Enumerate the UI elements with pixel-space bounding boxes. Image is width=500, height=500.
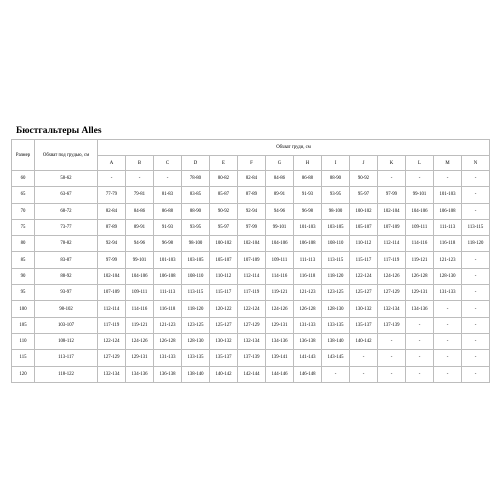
bust-cell: 123-125 — [182, 317, 210, 333]
bust-cell: 119-121 — [126, 317, 154, 333]
bust-cell: 92-94 — [98, 236, 126, 252]
bust-cell: 111-113 — [434, 219, 462, 235]
bust-cell: 140-142 — [210, 366, 238, 382]
size-cell: 120 — [12, 366, 35, 382]
bust-cell: 78-80 — [182, 171, 210, 187]
bust-cell: 115-117 — [350, 252, 378, 268]
bust-cell: 125-127 — [350, 285, 378, 301]
bust-cell: 114-116 — [126, 301, 154, 317]
bust-cell: 127-129 — [378, 285, 406, 301]
bust-cell: 112-114 — [98, 301, 126, 317]
bust-cell: - — [434, 333, 462, 349]
underbust-cell: 113-117 — [35, 350, 98, 366]
underbust-cell: 78-82 — [35, 236, 98, 252]
bust-cell: 100-102 — [210, 236, 238, 252]
bust-cell: 132-134 — [98, 366, 126, 382]
cup-header-n: N — [462, 156, 490, 171]
bust-cell: 91-93 — [294, 187, 322, 203]
size-cell: 75 — [12, 219, 35, 235]
cup-header-d: D — [182, 156, 210, 171]
page-title: Бюстгальтеры Alles — [16, 126, 102, 136]
underbust-cell: 83-87 — [35, 252, 98, 268]
header-row — [12, 140, 490, 156]
table-row — [12, 252, 490, 268]
bust-cell: - — [434, 350, 462, 366]
bust-cell: 109-111 — [406, 219, 434, 235]
bust-cell: 101-103 — [294, 219, 322, 235]
bust-cell: 111-113 — [294, 252, 322, 268]
underbust-cell: 108-112 — [35, 333, 98, 349]
bust-cell: 131-133 — [154, 350, 182, 366]
bust-cell: - — [462, 171, 490, 187]
bust-cell: 137-139 — [378, 317, 406, 333]
bust-cell: 121-123 — [294, 285, 322, 301]
bust-cell: - — [462, 317, 490, 333]
bust-cell: 136-138 — [294, 333, 322, 349]
bust-cell: 95-97 — [350, 187, 378, 203]
size-cell: 85 — [12, 252, 35, 268]
bust-cell: - — [406, 366, 434, 382]
bust-cell: 98-100 — [322, 203, 350, 219]
bust-cell: 99-101 — [406, 187, 434, 203]
bust-cell: - — [462, 187, 490, 203]
bust-cell: 134-136 — [266, 333, 294, 349]
bust-cell: 89-91 — [126, 219, 154, 235]
bust-cell: - — [406, 171, 434, 187]
bust-cell: 139-141 — [266, 350, 294, 366]
bust-cell: 132-134 — [378, 301, 406, 317]
bust-cell: 116-118 — [434, 236, 462, 252]
bust-cell: 116-118 — [294, 268, 322, 284]
table-row — [12, 301, 490, 317]
bust-cell: 125-127 — [210, 317, 238, 333]
bust-cell: 114-116 — [406, 236, 434, 252]
bust-cell: - — [98, 171, 126, 187]
bust-cell: 97-99 — [378, 187, 406, 203]
bust-cell: 113-115 — [182, 285, 210, 301]
bust-cell: 110-112 — [210, 268, 238, 284]
bust-cell: 107-109 — [238, 252, 266, 268]
bust-cell: 146-148 — [294, 366, 322, 382]
bust-cell: - — [322, 366, 350, 382]
bust-cell: 142-144 — [238, 366, 266, 382]
bust-cell: 119-121 — [266, 285, 294, 301]
bust-cell: - — [378, 171, 406, 187]
bust-cell: 88-90 — [182, 203, 210, 219]
bust-cell: 109-111 — [266, 252, 294, 268]
bust-cell: 104-106 — [266, 236, 294, 252]
bust-cell: 126-128 — [294, 301, 322, 317]
bust-cell: 118-120 — [462, 236, 490, 252]
bust-cell: 128-130 — [434, 268, 462, 284]
bust-cell: 102-104 — [238, 236, 266, 252]
bust-cell: - — [462, 301, 490, 317]
underbust-cell: 63-67 — [35, 187, 98, 203]
bust-cell: 115-117 — [210, 285, 238, 301]
bust-cell: 133-135 — [322, 317, 350, 333]
bust-cell: 99-101 — [266, 219, 294, 235]
cup-header-c: C — [154, 156, 182, 171]
bust-cell: - — [462, 252, 490, 268]
bust-cell: 93-95 — [182, 219, 210, 235]
bust-cell: 79-81 — [126, 187, 154, 203]
underbust-cell: 68-72 — [35, 203, 98, 219]
table-row — [12, 268, 490, 284]
size-cell: 65 — [12, 187, 35, 203]
bust-cell: 134-136 — [406, 301, 434, 317]
bust-cell: 105-107 — [210, 252, 238, 268]
bust-cell: 138-140 — [182, 366, 210, 382]
bust-cell: 122-124 — [98, 333, 126, 349]
cup-header-e: E — [210, 156, 238, 171]
underbust-cell: 88-92 — [35, 268, 98, 284]
cup-header-g: G — [266, 156, 294, 171]
bust-cell: 135-137 — [350, 317, 378, 333]
bust-cell: 144-146 — [266, 366, 294, 382]
bust-cell: - — [434, 171, 462, 187]
bust-cell: 84-86 — [126, 203, 154, 219]
bust-cell: 86-88 — [154, 203, 182, 219]
bust-cell: 138-140 — [322, 333, 350, 349]
bust-cell: 107-109 — [98, 285, 126, 301]
table-row — [12, 187, 490, 203]
bust-cell: 129-131 — [266, 317, 294, 333]
table-row — [12, 219, 490, 235]
size-cell: 110 — [12, 333, 35, 349]
bust-cell: 83-85 — [182, 187, 210, 203]
bust-cell: 124-126 — [126, 333, 154, 349]
bust-cell: 112-114 — [378, 236, 406, 252]
bust-cell: 123-125 — [322, 285, 350, 301]
bust-cell: - — [462, 333, 490, 349]
bust-cell: 126-128 — [406, 268, 434, 284]
bust-cell: 124-126 — [378, 268, 406, 284]
bust-cell: 130-132 — [350, 301, 378, 317]
cup-header-i: I — [322, 156, 350, 171]
size-cell: 100 — [12, 301, 35, 317]
bust-cell: 108-110 — [322, 236, 350, 252]
bust-cell: - — [126, 171, 154, 187]
bust-cell: 107-109 — [378, 219, 406, 235]
bust-cell: 96-98 — [294, 203, 322, 219]
bust-cell: 108-110 — [182, 268, 210, 284]
bust-cell: 84-86 — [266, 171, 294, 187]
bust-cell: 87-89 — [238, 187, 266, 203]
bust-cell: 90-92 — [210, 203, 238, 219]
bust-cell: - — [350, 350, 378, 366]
bust-cell: 89-91 — [266, 187, 294, 203]
bust-cell: 103-105 — [322, 219, 350, 235]
bust-cell: 82-84 — [238, 171, 266, 187]
bust-cell: 100-102 — [350, 203, 378, 219]
size-cell: 90 — [12, 268, 35, 284]
bust-cell: 121-123 — [154, 317, 182, 333]
bust-cell: 104-106 — [406, 203, 434, 219]
cup-header-a: A — [98, 156, 126, 171]
bust-cell: 122-124 — [350, 268, 378, 284]
bust-cell: 106-108 — [294, 236, 322, 252]
size-cell: 115 — [12, 350, 35, 366]
bust-cell: 113-115 — [462, 219, 490, 235]
bust-cell: 135-137 — [210, 350, 238, 366]
bust-cell: 141-143 — [294, 350, 322, 366]
size-cell: 95 — [12, 285, 35, 301]
bust-cell: 101-103 — [154, 252, 182, 268]
bust-cell: 134-136 — [126, 366, 154, 382]
bust-cell: 101-103 — [434, 187, 462, 203]
bust-cell: 119-121 — [406, 252, 434, 268]
bust-cell: - — [378, 333, 406, 349]
underbust-cell: 118-122 — [35, 366, 98, 382]
bust-cell: 114-116 — [266, 268, 294, 284]
bust-cell: 116-118 — [154, 301, 182, 317]
bust-cell: 98-100 — [182, 236, 210, 252]
table-row — [12, 333, 490, 349]
bust-cell: 130-132 — [210, 333, 238, 349]
bust-header: Обхват груди, см — [98, 140, 490, 156]
bust-cell: - — [406, 317, 434, 333]
bust-cell: - — [378, 350, 406, 366]
bust-cell: 102-104 — [378, 203, 406, 219]
bust-cell: 105-107 — [350, 219, 378, 235]
bust-cell: 96-98 — [154, 236, 182, 252]
bust-cell: 129-131 — [406, 285, 434, 301]
bust-cell: 132-134 — [238, 333, 266, 349]
bust-cell: - — [378, 366, 406, 382]
bust-cell: 124-126 — [266, 301, 294, 317]
bust-cell: 143-145 — [322, 350, 350, 366]
bust-cell: 91-93 — [154, 219, 182, 235]
bust-cell: 88-90 — [322, 171, 350, 187]
cup-header-f: F — [238, 156, 266, 171]
bust-cell: - — [406, 333, 434, 349]
bust-cell: 90-92 — [350, 171, 378, 187]
table-row — [12, 236, 490, 252]
bust-cell: - — [154, 171, 182, 187]
bust-cell: 136-138 — [154, 366, 182, 382]
bust-cell: - — [462, 268, 490, 284]
bust-cell: 122-124 — [238, 301, 266, 317]
bust-cell: 77-79 — [98, 187, 126, 203]
cup-header-l: L — [406, 156, 434, 171]
bust-cell: - — [434, 317, 462, 333]
bust-cell: - — [434, 301, 462, 317]
bust-cell: 110-112 — [350, 236, 378, 252]
cup-header-k: K — [378, 156, 406, 171]
bust-cell: 92-94 — [238, 203, 266, 219]
bust-cell: 81-83 — [154, 187, 182, 203]
size-table — [11, 139, 490, 383]
bust-cell: 93-95 — [322, 187, 350, 203]
underbust-cell: 93-97 — [35, 285, 98, 301]
bust-cell: 112-114 — [238, 268, 266, 284]
cup-header-h: H — [294, 156, 322, 171]
bust-cell: 117-119 — [378, 252, 406, 268]
underbust-cell: 58-62 — [35, 171, 98, 187]
table-row — [12, 366, 490, 382]
cup-header-m: M — [434, 156, 462, 171]
bust-cell: 103-105 — [182, 252, 210, 268]
table-row — [12, 285, 490, 301]
bust-cell: 127-129 — [238, 317, 266, 333]
bust-cell: 126-128 — [154, 333, 182, 349]
underbust-cell: 73-77 — [35, 219, 98, 235]
bust-cell: 113-115 — [322, 252, 350, 268]
table-row — [12, 317, 490, 333]
bust-cell: 117-119 — [238, 285, 266, 301]
bust-cell: 111-113 — [154, 285, 182, 301]
size-header: Размер — [12, 140, 35, 171]
bust-cell: 99-101 — [126, 252, 154, 268]
bust-cell: 97-99 — [238, 219, 266, 235]
bust-cell: 87-89 — [98, 219, 126, 235]
bust-cell: 97-99 — [98, 252, 126, 268]
bust-cell: 82-84 — [98, 203, 126, 219]
underbust-header: Обхват под грудью, см — [35, 140, 98, 171]
size-cell: 80 — [12, 236, 35, 252]
bust-cell: 128-130 — [182, 333, 210, 349]
bust-cell: 94-96 — [266, 203, 294, 219]
size-cell: 60 — [12, 171, 35, 187]
size-cell: 105 — [12, 317, 35, 333]
bust-cell: 127-129 — [98, 350, 126, 366]
size-cell: 70 — [12, 203, 35, 219]
bust-cell: - — [462, 366, 490, 382]
cup-header-b: B — [126, 156, 154, 171]
bust-cell: 129-131 — [126, 350, 154, 366]
bust-cell: 131-133 — [434, 285, 462, 301]
bust-cell: 80-82 — [210, 171, 238, 187]
bust-cell: 94-96 — [126, 236, 154, 252]
bust-cell: 140-142 — [350, 333, 378, 349]
table-row — [12, 203, 490, 219]
table-row — [12, 350, 490, 366]
bust-cell: 109-111 — [126, 285, 154, 301]
bust-cell: 133-135 — [182, 350, 210, 366]
bust-cell: 137-139 — [238, 350, 266, 366]
bust-cell: 102-104 — [98, 268, 126, 284]
bust-cell: - — [462, 285, 490, 301]
bust-cell: 118-120 — [182, 301, 210, 317]
bust-cell: 106-108 — [154, 268, 182, 284]
underbust-cell: 98-102 — [35, 301, 98, 317]
bust-cell: 128-130 — [322, 301, 350, 317]
bust-cell: - — [434, 366, 462, 382]
bust-cell: 86-88 — [294, 171, 322, 187]
bust-cell: 118-120 — [322, 268, 350, 284]
bust-cell: 104-106 — [126, 268, 154, 284]
bust-cell: 95-97 — [210, 219, 238, 235]
bust-cell: - — [406, 350, 434, 366]
bust-cell: - — [350, 366, 378, 382]
bust-cell: 121-123 — [434, 252, 462, 268]
table-row — [12, 171, 490, 187]
bust-cell: 106-108 — [434, 203, 462, 219]
bust-cell: 131-133 — [294, 317, 322, 333]
underbust-cell: 103-107 — [35, 317, 98, 333]
bust-cell: - — [462, 350, 490, 366]
bust-cell: 117-119 — [98, 317, 126, 333]
cup-header-j: J — [350, 156, 378, 171]
bust-cell: 85-87 — [210, 187, 238, 203]
bust-cell: - — [462, 203, 490, 219]
bust-cell: 120-122 — [210, 301, 238, 317]
